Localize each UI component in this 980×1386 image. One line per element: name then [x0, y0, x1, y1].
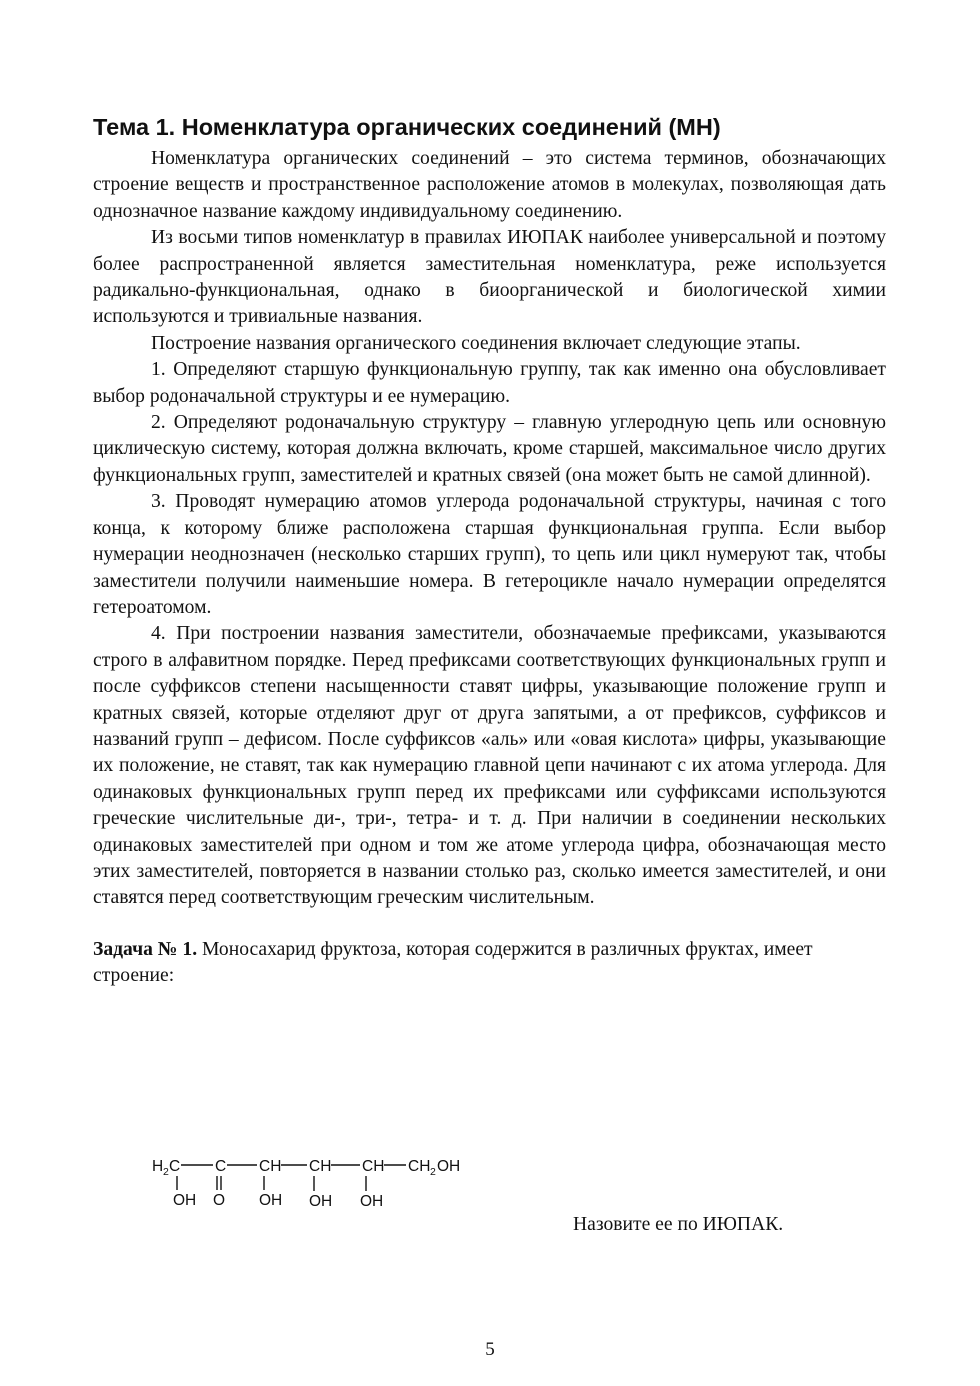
paragraph-stages-intro: Построение названия органического соединения включает следующие этапы. — [151, 332, 801, 354]
formula-atom-c2: C — [215, 1158, 227, 1175]
formula-oh-c4: OH — [309, 1193, 333, 1210]
paragraph-stage-2: 2. Определяют родоначальную структуру – главную углеродную цепь или основную циклическую систему, которая должна включать, кроме старшей, максимальное число других функциональных групп, заместителей и кратных связей (она может быть не самой длинной). — [93, 412, 886, 486]
formula-atom-h: H — [152, 1158, 164, 1175]
page-number: 5 — [485, 1339, 495, 1360]
formula-atom-c1: C — [169, 1158, 181, 1175]
fructose-structure-diagram — [150, 1150, 480, 1215]
paragraph-stage-3: 3. Проводят нумерацию атомов углерода родоначальной структуры, начиная с того конца, к которому ближе расположена старшая функциональная группа. Если выбор нумерации неоднозначен (несколько старших групп), то цепь или цикл нумеруют так, чтобы заместители получили наименьшие номера. В гетероцикле начало нумерации определятся гетероатомом. — [93, 491, 886, 618]
formula-oh-c3: OH — [259, 1192, 283, 1209]
structural-formula — [150, 1150, 480, 1215]
formula-oh-c1: OH — [173, 1192, 197, 1209]
formula-o-c2: O — [213, 1192, 226, 1209]
formula-atom-c6: CH — [408, 1158, 431, 1175]
page-title: Тема 1. Номенклатура органических соединений (МН) — [93, 114, 721, 140]
paragraph-stage-1: 1. Определяют старшую функциональную группу, так как именно она обусловливает выбор родоначальной структуры и ее нумерацию. — [93, 359, 886, 407]
task-label: Задача № 1. — [93, 938, 198, 960]
formula-oh-c5: OH — [360, 1193, 384, 1210]
page-content — [93, 112, 886, 1009]
paragraph-types: Из восьми типов номенклатур в правилах ИЮПАК наиболее универсальной и поэтому более распространенной является заместительная номенклатура, реже используется радикально-функциональная, однако в биоорганической и биологической химии используются и тривиальные названия. — [93, 227, 886, 328]
task-1 — [93, 937, 886, 990]
formula-atom-oh6: OH — [437, 1158, 461, 1175]
formula-atom-c3: CH — [259, 1158, 282, 1175]
task-question: Назовите ее по ИЮПАК. — [573, 1214, 784, 1235]
formula-subscript-2b: 2 — [430, 1166, 436, 1178]
formula-subscript-2: 2 — [163, 1166, 169, 1178]
paragraph-definition: Номенклатура органических соединений – это система терминов, обозначающих строение веществ и пространственное расположение атомов в молекулах, позволяющая дать однозначное название каждому индивидуальному соединению. — [93, 148, 886, 222]
formula-atom-c5: CH — [362, 1158, 385, 1175]
paragraph-stage-4: 4. При построении названия заместители, обозначаемые префиксами, указываются строго в алфавитном порядке. Перед префиксами соответствующих функциональных групп и после суффиксов степени насыщенности ставят цифры, указывающие положение групп и кратных связей, которые отделяют друг от друга запятыми, а от префиксов, суффиксов и названий групп – дефисом. После суффиксов «аль» или «овая кислота» цифры, указывающие их положение, не ставят, так как нумерацию главной цепи начинают с их атома углерода. Для одинаковых функциональных групп перед их префиксами или суффиксами используются греческие числительные ди-, три-, тетра- и т. д. При наличии в соединении нескольких одинаковых заместителей при одном и том же атоме углерода цифра, обозначающая место этих заместителей, повторяется в названии столько раз, сколько имеется заместителей, и они ставятся перед соответствующим греческим числительным. — [93, 623, 886, 909]
formula-atom-c4: CH — [309, 1158, 332, 1175]
task-text: Моносахарид фруктоза, которая содержится в различных фруктах, имеет строение: — [93, 938, 813, 987]
